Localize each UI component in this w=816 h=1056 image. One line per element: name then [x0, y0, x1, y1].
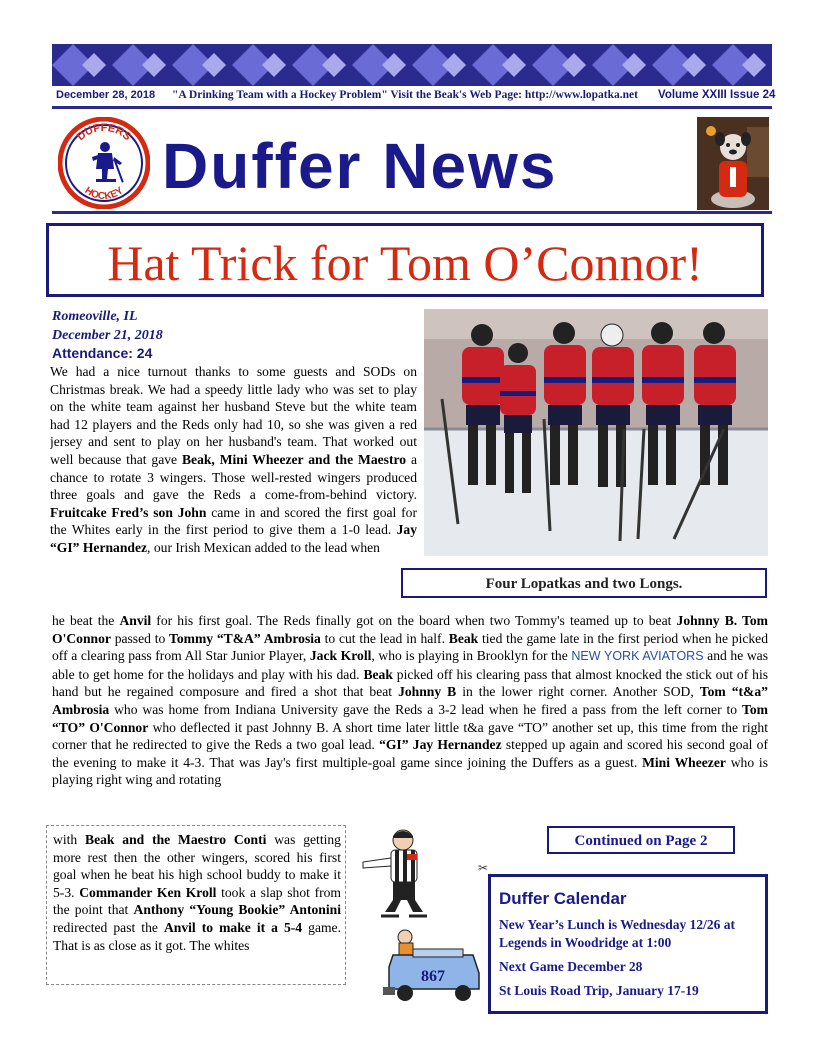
continued-box	[547, 826, 735, 854]
zamboni-clipart-icon	[383, 927, 488, 1005]
attendance: Attendance: 24	[52, 345, 153, 361]
article-text: tied the game late in the first period when he picked off a clearing pass from All Star Junior Player,	[52, 630, 768, 664]
headline: Hat Trick for Tom O’Connor!	[107, 235, 703, 291]
calendar-item: Next Game December 28	[499, 959, 643, 974]
team-photo	[424, 309, 768, 556]
article-bold: Johnny B. Tom O'Connor	[52, 613, 768, 646]
article-text: for his first goal. The Reds finally got on the board when two Tommy's teamed up to beat	[151, 613, 677, 628]
team-name: NEW YORK AVIATORS	[571, 649, 704, 664]
article-text: in the lower right corner. Another SOD,	[456, 684, 700, 700]
logo-bottom-text: HOCKEY	[82, 185, 126, 203]
article-bold: Jay “GI” Hernandez	[50, 522, 417, 555]
mascot-photo	[697, 117, 769, 210]
header-rule-bottom	[52, 211, 772, 214]
article-text: who is playing right wing and rotating	[52, 754, 768, 788]
headline-box	[46, 223, 764, 297]
article-text: redirected past the	[53, 919, 164, 935]
article-bold: Fruitcake Fred’s son John	[50, 504, 207, 520]
duffers-hockey-logo-icon	[58, 117, 150, 209]
photo-caption: Four Lopatkas and two Longs.	[485, 576, 683, 592]
article-text: a chance to rotate 3 wingers. Those well-rested wingers produced three goals and gave the Reds a come-from-behind victory.	[50, 451, 417, 503]
article-bold: Tom “t&a” Ambrosia	[52, 684, 768, 717]
article-text: who deflected it past Johnny B. A short time later little t&a gave “TO” another set up, this time from the right corner that he redirected to give the Reds a two goal lead.	[52, 719, 768, 753]
duffer-calendar	[488, 874, 768, 1014]
article-bold: Johnny B	[398, 684, 457, 700]
diamond-pattern-icon	[52, 44, 772, 86]
dateline-place: Romeoville, IL	[52, 309, 138, 324]
article-bold: Mini Wheezer	[642, 754, 726, 770]
photo-caption-box	[401, 568, 767, 598]
article-bold: Beak	[448, 630, 479, 646]
article-text: picked off his clearing pass that almost knocked the stick out of his hand but he regained composure and fired a shot that beat	[52, 666, 768, 700]
article-text: with	[53, 832, 86, 847]
continued-link[interactable]: Continued on Page 2	[574, 833, 708, 849]
calendar-item: St Louis Road Trip, January 17-19	[499, 983, 699, 998]
logo-top-text: DUFFERS	[74, 122, 134, 144]
scissors-icon: ✂	[478, 861, 489, 875]
article-column	[50, 363, 417, 609]
article-text: stepped up again and scored his second goal of the evening to make it 4-3. That was Jay's first multiple-goal game since joining the Duffers as a guest.	[52, 737, 768, 770]
article-boxed-column	[46, 825, 346, 985]
masthead-title: Duffer News	[162, 130, 558, 202]
article-text: was getting more rest then the other wingers, scored his first goal when he beat his high school buddy to make it 5-3.	[53, 832, 341, 900]
header-rule-top	[52, 106, 772, 109]
article-bold: Beak, Mini Wheezer and the Maestro	[181, 451, 407, 467]
zamboni-number: 867	[421, 968, 445, 985]
article-bold: Beak and the Maestro Conti	[85, 832, 267, 847]
article-text: , our Irish Mexican added to the lead when	[147, 539, 380, 555]
article-text: who was home from Indiana University gave the Reds a 3-2 lead when he fired a pass from the left corner to	[109, 701, 743, 717]
article-text: , who is playing in Brooklyn for the	[371, 648, 572, 664]
article-text: and he was able to get home for the holidays and play with his dad.	[52, 648, 768, 682]
article-text: game. That is as close as it got. The whites	[53, 919, 341, 953]
calendar-title: Duffer Calendar	[499, 889, 627, 908]
article-text: he beat the	[52, 613, 120, 628]
article-text: came in and scored the first goal for the Whites early in the first period to give them a 1-0 lead.	[50, 504, 417, 538]
article-bold: Anvil to make it a 5-4	[163, 919, 303, 935]
header-banner	[52, 44, 772, 86]
article-bold: Anthony “Young Bookie” Antonini	[133, 902, 341, 918]
article-bold: Commander Ken Kroll	[79, 884, 217, 900]
dateline	[52, 307, 163, 345]
article-text: to cut the lead in half.	[320, 630, 449, 646]
article-bold: Beak	[363, 666, 393, 682]
issue-date: December 28, 2018	[56, 89, 156, 101]
tagline: "A Drinking Team with a Hockey Problem" Visit the Beak's Web Page: http://www.lopatka.net	[172, 89, 638, 101]
calendar-item: New Year’s Lunch is Wednesday 12/26 at Legends in Woodridge at 1:00	[499, 917, 736, 950]
article-text: took a slap shot from the point that	[53, 884, 341, 918]
volume-issue: Volume XXIII Issue 24	[658, 89, 776, 101]
team-photo-illustration-icon	[424, 309, 768, 556]
mascot-figure-icon	[697, 117, 769, 210]
article-bold: Tommy “T&A” Ambrosia	[169, 630, 321, 646]
article-text: We had a nice turnout thanks to some guests and SODs on Christmas break. We had a speedy little lady who was set to play on the white team against her husband Steve but the white team had 12 players and the Reds only had 10, so she was given a red jersey and sent to play on her husband's team. That worked out well because that gave	[50, 364, 417, 467]
article-full-width	[52, 612, 768, 822]
article-bold: Tom “TO” O'Connor	[52, 701, 768, 735]
article-bold: “GI” Jay Hernandez	[379, 737, 502, 753]
referee-clipart-icon	[355, 826, 450, 921]
article-text: passed to	[110, 630, 170, 646]
article-bold: Jack Kroll	[309, 648, 372, 664]
article-bold: Anvil	[119, 613, 152, 628]
dateline-date: December 21, 2018	[52, 328, 163, 343]
